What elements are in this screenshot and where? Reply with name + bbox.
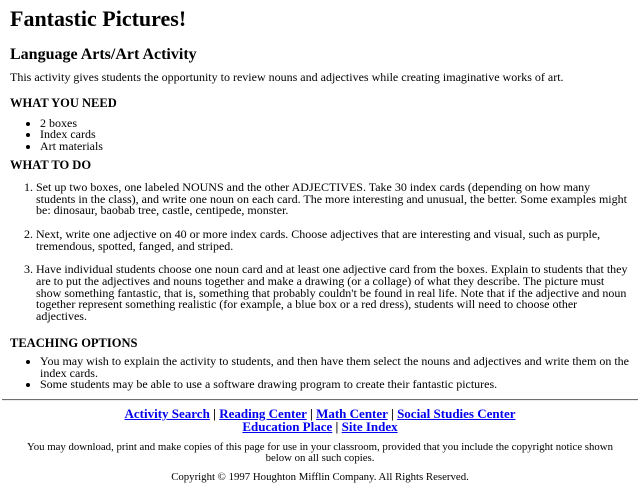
step-item: 3. Have individual students choose one noun card and at least one adjective card from the boxes. Explain to students that they are to put the adjectives and nouns together and make a drawing (or a collage) of what they describe. The picture must show something fantastic, that is, something that probably couldn't be found in real life. Note that if the adjective and noun together represent something realistic (for example, a blue box or a red dress), students will need to choose other adjectives. [36,264,630,323]
step-item: 1. Set up two boxes, one labeled NOUNS and the other ADJECTIVES. Take 30 index cards (depending on how many students in the class), and write one noun on each card. The more interesting and unusual, the better. Some examples might be: dinosaur, baobab tree, castle, centipede, monster. [36,182,630,217]
copyright-line: Copyright © 1997 Houghton Mifflin Company. All Rights Reserved. [171,470,469,483]
link-site-index[interactable]: Site Index [341,418,398,434]
link-math-center[interactable]: Math Center [316,405,388,421]
intro-paragraph: This activity gives students the opportunity to review nouns and adjectives while creating imaginative works of art. [10,70,564,84]
page-title: Fantastic Pictures! [10,6,187,31]
page-content [0,6,640,391]
teaching-options-list [10,353,630,392]
footer-nav-row2 [0,420,640,433]
list-item: • Index cards [40,129,630,141]
link-education-place[interactable]: Education Place [242,418,333,434]
step-item: 2. Next, write one adjective on 40 or more index cards. Choose adjectives that are interesting and visual, such as purple, tremendous, spotted, fanged, and striped. [36,229,630,252]
list-item: • Some students may be able to use a software drawing program to create their fantastic pictures. [40,379,630,391]
link-activity-search[interactable]: Activity Search [124,405,210,421]
list-item: • Art materials [40,141,630,153]
what-you-need-list [10,115,630,154]
heading-teaching-options: TEACHING OPTIONS [10,335,138,350]
nav-separator: | [390,405,394,421]
what-to-do-steps [10,179,630,324]
list-item: • You may wish to explain the activity to students, and then have them select the nouns and adjectives and write them on the index cards. [40,356,630,379]
link-social-studies-center[interactable]: Social Studies Center [397,405,516,421]
nav-separator: | [213,405,216,421]
footer-nav [0,407,640,433]
nav-separator: | [335,418,339,434]
list-item: • 2 boxes [40,118,630,130]
link-reading-center[interactable]: Reading Center [219,405,307,421]
nav-separator: | [309,405,313,421]
usage-notice: You may download, print and make copies of this page for use in your classroom, provided that you include the copyright notice shown below on all such copies. [26,440,614,464]
heading-what-to-do: WHAT TO DO [10,157,92,172]
footer-divider [2,399,638,401]
heading-what-you-need: WHAT YOU NEED [10,95,117,110]
page-subtitle: Language Arts/Art Activity [10,46,197,63]
